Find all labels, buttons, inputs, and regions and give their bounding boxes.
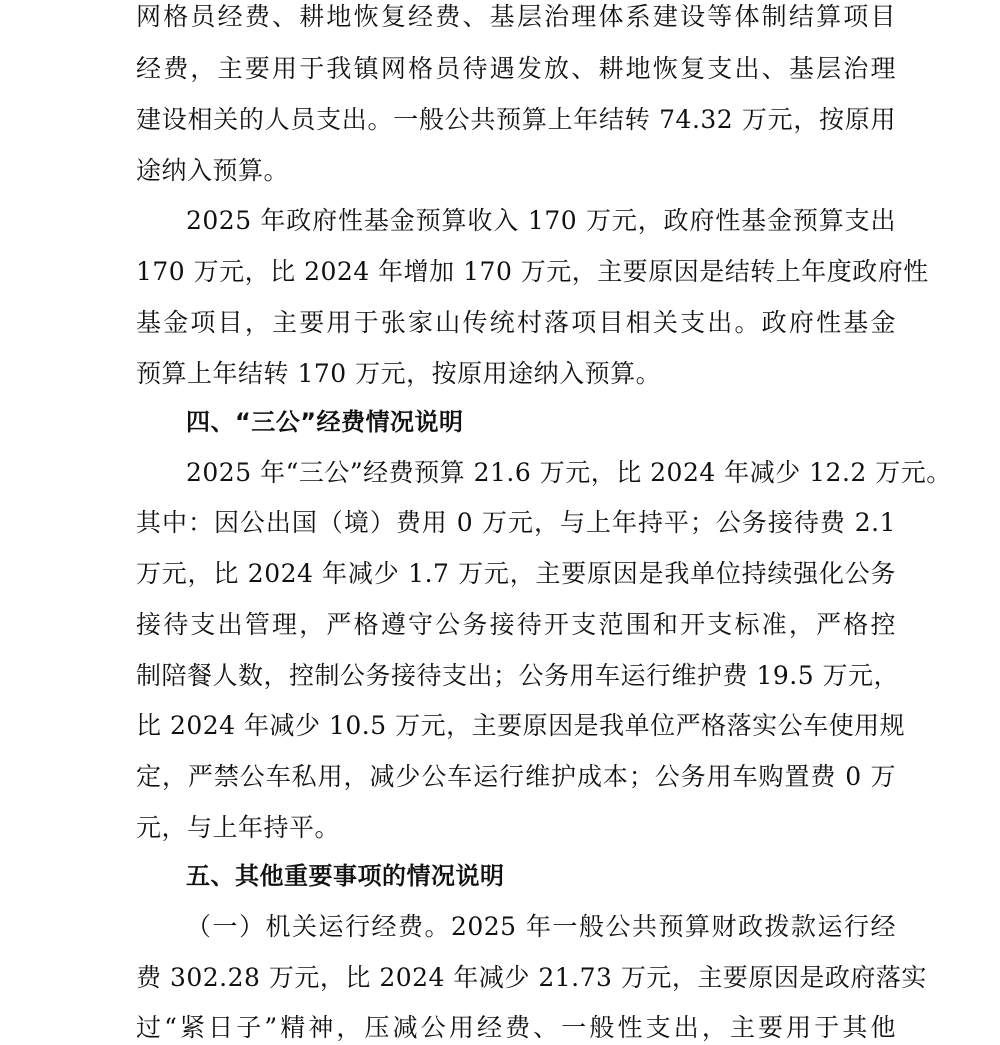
body-text-line: 比 2024 年减少 10.5 万元，主要原因是我单位严格落实公车使用规 bbox=[136, 711, 906, 740]
body-text-line: 2025 年政府性基金预算收入 170 万元，政府性基金预算支出 bbox=[186, 206, 896, 235]
body-text-line: 接待支出管理，严格遵守公务接待开支范围和开支标准，严格控 bbox=[136, 610, 896, 639]
body-text-line: 万元，比 2024 年减少 1.7 万元，主要原因是我单位持续强化公务 bbox=[136, 559, 896, 588]
body-text-line: 预算上年结转 170 万元，按原用途纳入预算。 bbox=[136, 359, 662, 388]
body-text-line: 建设相关的人员支出。一般公共预算上年结转 74.32 万元，按原用 bbox=[136, 105, 896, 134]
body-text-line: 定，严禁公车私用，减少公车运行维护成本；公务用车购置费 0 万 bbox=[136, 762, 896, 791]
body-text-line: 170 万元，比 2024 年增加 170 万元，主要原因是结转上年度政府性 bbox=[136, 257, 929, 286]
body-text-line: 途纳入预算。 bbox=[136, 156, 290, 185]
body-text-line: 元，与上年持平。 bbox=[136, 813, 341, 842]
body-text-line: 过“紧日子”精神，压减公用经费、一般性支出，主要用于其他 bbox=[136, 1013, 896, 1042]
section-heading: 四、“三公”经费情况说明 bbox=[186, 408, 464, 436]
body-text-line: 费 302.28 万元，比 2024 年减少 21.73 万元，主要原因是政府落实 bbox=[136, 963, 927, 992]
body-text-line: 网格员经费、耕地恢复经费、基层治理体系建设等体制结算项目 bbox=[136, 2, 896, 31]
body-text-line: （一）机关运行经费。2025 年一般公共预算财政拨款运行经 bbox=[186, 912, 896, 941]
body-text-line: 其中：因公出国（境）费用 0 万元，与上年持平；公务接待费 2.1 bbox=[136, 508, 896, 537]
body-text-line: 制陪餐人数，控制公务接待支出；公务用车运行维护费 19.5 万元， bbox=[136, 661, 900, 690]
body-text-line: 2025 年“三公”经费预算 21.6 万元，比 2024 年减少 12.2 万元。 bbox=[186, 458, 952, 487]
body-text-line: 经费，主要用于我镇网格员待遇发放、耕地恢复支出、基层治理 bbox=[136, 54, 896, 83]
section-heading: 五、其他重要事项的情况说明 bbox=[186, 862, 505, 890]
body-text-line: 基金项目，主要用于张家山传统村落项目相关支出。政府性基金 bbox=[136, 308, 896, 337]
